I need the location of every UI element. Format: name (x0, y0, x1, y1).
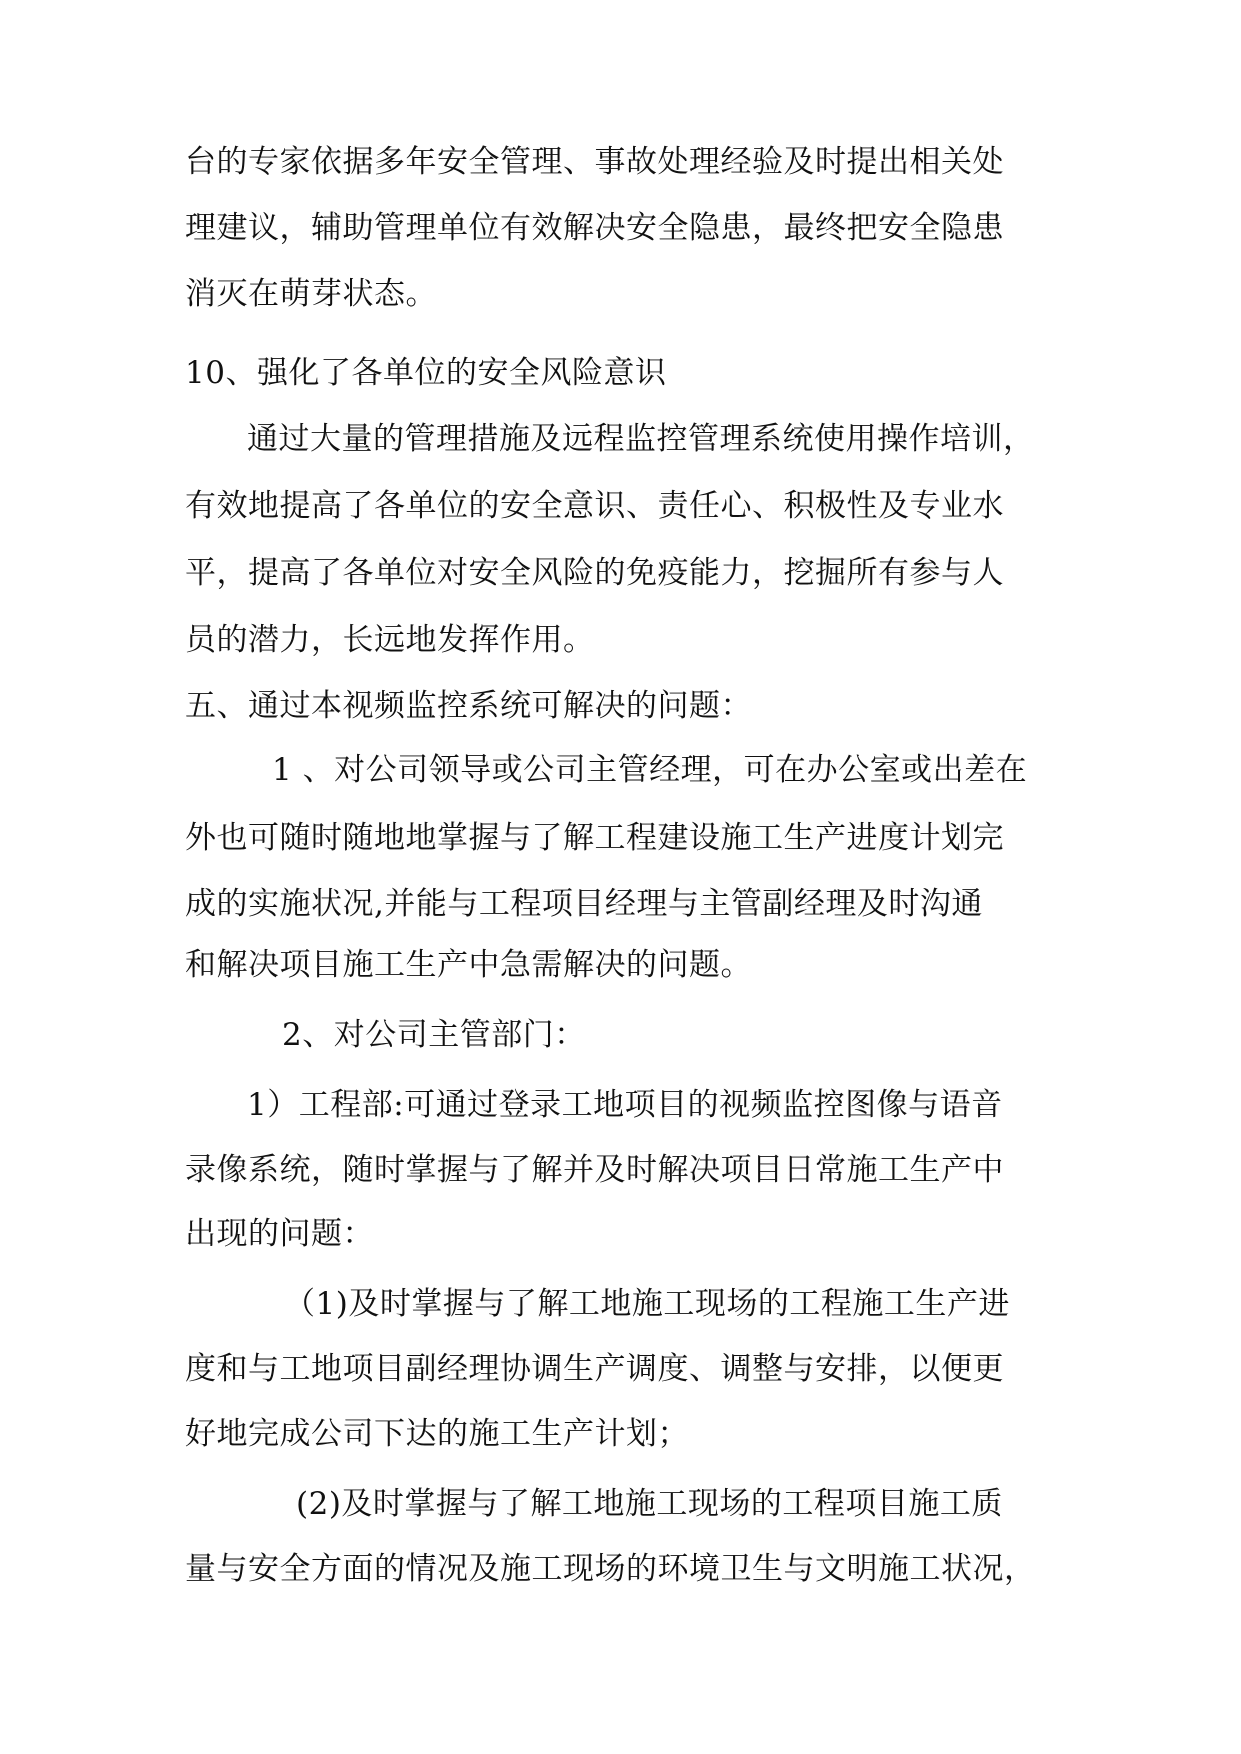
text-line: 1）工程部:可通过登录工地项目的视频监控图像与语音 (247, 1087, 1003, 1123)
text-line: 出现的问题： (185, 1216, 374, 1252)
text-line: 员的潜力，长远地发挥作用。 (185, 622, 595, 658)
section-heading: 10、强化了各单位的安全风险意识 (185, 355, 667, 391)
text-line: 录像系统，随时掌握与了解并及时解决项目日常施工生产中 (185, 1152, 1004, 1188)
section-heading: 五、通过本视频监控系统可解决的问题： (185, 688, 752, 724)
text-line: 平，提高了各单位对安全风险的免疫能力，挖掘所有参与人 (185, 555, 1004, 591)
text-line: 理建议，辅助管理单位有效解决安全隐患，最终把安全隐患 (185, 210, 1004, 246)
text-line: 外也可随时随地地掌握与了解工程建设施工生产进度计划完 (185, 820, 1004, 856)
text-line: 通过大量的管理措施及远程监控管理系统使用操作培训， (247, 421, 1035, 457)
text-line: 度和与工地项目副经理协调生产调度、调整与安排，以便更 (185, 1351, 1004, 1387)
text-line: 和解决项目施工生产中急需解决的问题。 (185, 947, 752, 983)
text-line: 好地完成公司下达的施工生产计划； (185, 1416, 689, 1452)
text-line: 有效地提高了各单位的安全意识、责任心、积极性及专业水 (185, 488, 1004, 524)
text-line: 台的专家依据多年安全管理、事故处理经验及时提出相关处 (185, 144, 1004, 180)
text-line: 消灭在萌芽状态。 (185, 276, 437, 312)
subsection-heading: 2、对公司主管部门： (282, 1017, 586, 1053)
text-line: （1)及时掌握与了解工地施工现场的工程施工生产进 (284, 1286, 1010, 1322)
text-line: 量与安全方面的情况及施工现场的环境卫生与文明施工状况， (185, 1551, 1036, 1587)
text-line: 成的实施状况,并能与工程项目经理与主管副经理及时沟通 (185, 886, 983, 922)
text-line: 1 、对公司领导或公司主管经理，可在办公室或出差在 (272, 752, 1028, 788)
text-line: (2)及时掌握与了解工地施工现场的工程项目施工质 (296, 1486, 1003, 1522)
